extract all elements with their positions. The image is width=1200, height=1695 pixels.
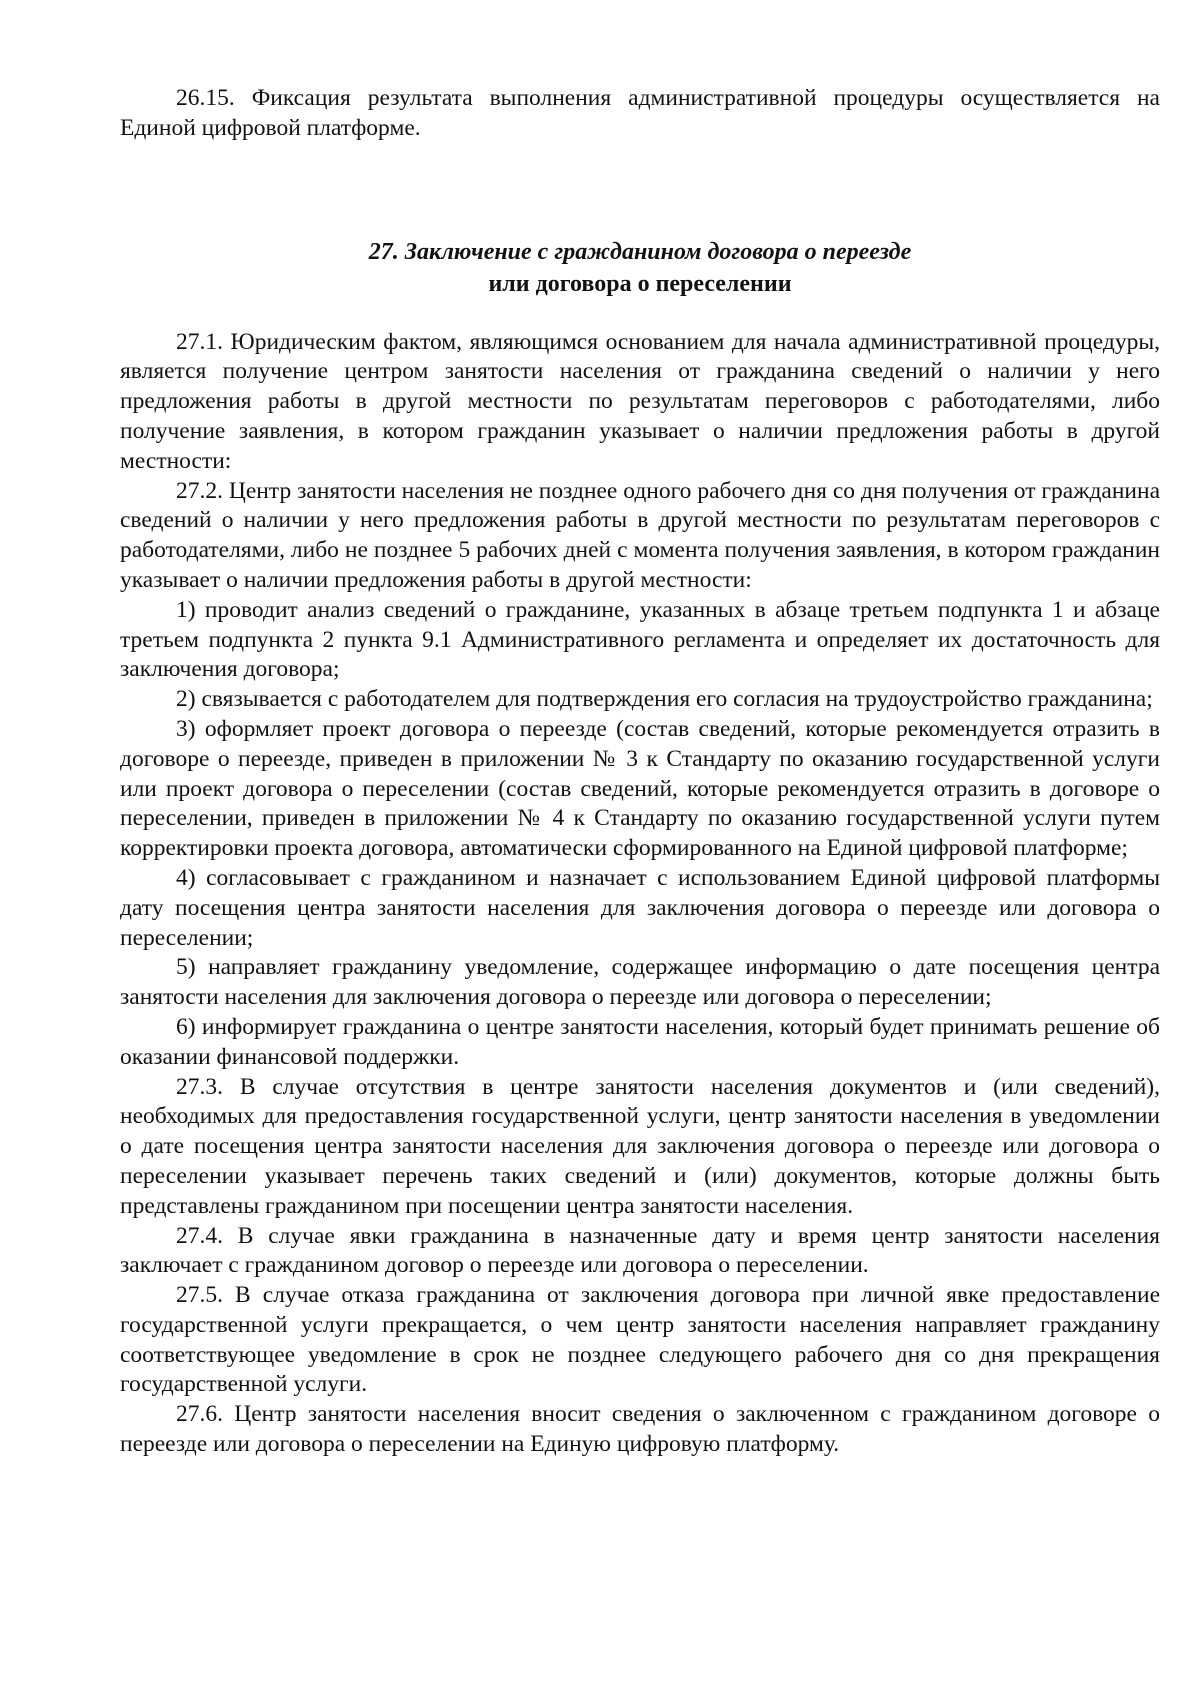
section-body bbox=[120, 328, 1160, 1460]
paragraph-27-2: 27.2. Центр занятости населения не позднее одного рабочего дня со дня получения от гражданина сведений о наличии у него предложения работы в другой местности по результатам переговоров с работодателями, либо не позднее 5 рабочих дней с момента получения заявления, в котором гражданин указывает о наличии предложения работы в другой местности: bbox=[120, 477, 1160, 593]
section-heading-27 bbox=[120, 236, 1160, 300]
paragraph-27-6: 27.6. Центр занятости населения вносит сведения о заключенном с гражданином договоре о переезде или договора о переселении на Единую цифровую платформу. bbox=[120, 1401, 1160, 1458]
paragraph-27-3: 27.3. В случае отсутствия в центре занятости населения документов и (или сведений), необходимых для предоставления государственной услуги, центр занятости населения в уведомлении о дате посещения центра занятости населения для заключения договора о переезде или договора о переселении указывает перечень таких сведений и (или) документов, которые должны быть представлены гражданином при посещении центра занятости населения. bbox=[120, 1073, 1160, 1219]
list-item-2: 2) связывается с работодателем для подтверждения его согласия на трудоустройство гражданина; bbox=[176, 686, 1153, 713]
paragraph-26-15: 26.15. Фиксация результата выполнения административной процедуры осуществляется на Единой цифровой платформе. bbox=[120, 85, 1160, 141]
section-heading-line-2: или договора о переселении bbox=[488, 270, 792, 297]
paragraph-27-4: 27.4. В случае явки гражданина в назначенные дату и время центр занятости населения заключает с гражданином договор о переезде или договора о переселении. bbox=[120, 1222, 1160, 1279]
document-page bbox=[120, 84, 1160, 1460]
list-item-6: 6) информирует гражданина о центре занятости населения, который будет принимать решение об оказании финансовой поддержки. bbox=[120, 1013, 1160, 1070]
list-item-4: 4) согласовывает с гражданином и назначает с использованием Единой цифровой платформы дату посещения центра занятости населения для заключения договора о переезде или договора о переселении; bbox=[120, 864, 1160, 951]
paragraph-27-1: 27.1. Юридическим фактом, являющимся основанием для начала административной процедуры, является получение центром занятости населения от гражданина сведений о наличии у него предложения работы в другой местности по результатам переговоров с работодателями, либо получение заявления, в котором гражданин указывает о наличии предложения работы в другой местности: bbox=[120, 328, 1160, 474]
list-item-5: 5) направляет гражданину уведомление, содержащее информацию о дате посещения центра занятости населения для заключения договора о переезде или договора о переселении; bbox=[120, 954, 1160, 1011]
paragraph-27-5: 27.5. В случае отказа гражданина от заключения договора при личной явке предоставление государственной услуги прекращается, о чем центр занятости населения направляет гражданину соответствующее уведомление в срок не позднее следующего рабочего дня со дня прекращения государственной услуги. bbox=[120, 1282, 1160, 1398]
section-heading-line-1: 27. Заключение с гражданином договора о переезде bbox=[368, 238, 912, 265]
list-item-1: 1) проводит анализ сведений о гражданине, указанных в абзаце третьем подпункта 1 и абзаце третьем подпункта 2 пункта 9.1 Административного регламента и определяет их достаточность для заключения договора; bbox=[120, 596, 1160, 683]
list-item-3: 3) оформляет проект договора о переезде (состав сведений, которые рекомендуется отразить в договоре о переезде, приведен в приложении № 3 к Стандарту по оказанию государственной услуги или проект договора о переселении (состав сведений, которые рекомендуется отразить в договоре о переселении, приведен в приложении № 4 к Стандарту по оказанию государственной услуги путем корректировки проекта договора, автоматически сформированного на Единой цифровой платформе; bbox=[120, 715, 1160, 862]
